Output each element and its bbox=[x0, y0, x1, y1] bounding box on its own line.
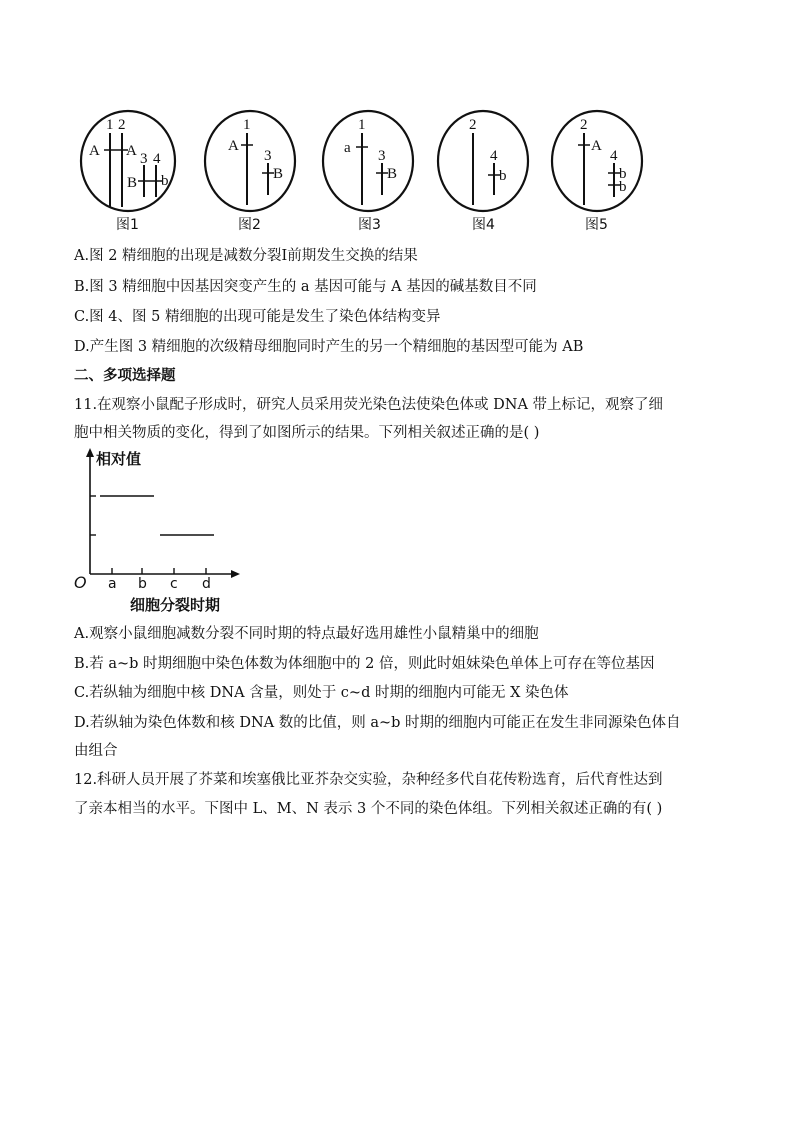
q12-stem-line-1: 12.科研人员开展了芥菜和埃塞俄比亚芥杂交实验，杂种经多代自花传粉选育，后代育性达到 bbox=[74, 772, 663, 788]
cell-1-label-b: b bbox=[161, 173, 169, 189]
cell-4-label-b: b bbox=[499, 168, 507, 184]
x-tick-label-b: b bbox=[138, 576, 147, 592]
cells-svg bbox=[70, 105, 670, 235]
cell-1-label-3: 3 bbox=[140, 151, 148, 167]
caption-fig-4: 图4 bbox=[472, 217, 495, 233]
cell-3 bbox=[323, 111, 413, 211]
cell-2 bbox=[205, 111, 295, 211]
cell-2-label-B: B bbox=[273, 166, 284, 182]
cell-5-membrane bbox=[552, 111, 642, 211]
cell-1-label-4: 4 bbox=[153, 151, 161, 167]
q12-stem-line-2: 了亲本相当的水平。下图中 L、M、N 表示 3 个不同的染色体组。下列相关叙述正确的有( ) bbox=[74, 801, 663, 817]
x-axis-arrow bbox=[231, 570, 240, 578]
q11-graph bbox=[70, 448, 270, 618]
x-tick-label-c: c bbox=[170, 576, 178, 592]
cell-1-label-1: 1 bbox=[106, 117, 114, 133]
caption-fig-1: 图1 bbox=[116, 217, 139, 233]
q11-option-b: B.若 a~b 时期细胞中染色体数为体细胞中的 2 倍，则此时姐妹染色单体上可存在等位基因 bbox=[74, 656, 655, 672]
cell-1-label-A-left: A bbox=[89, 143, 100, 159]
caption-fig-5: 图5 bbox=[585, 217, 608, 233]
origin-label: O bbox=[74, 573, 87, 592]
cell-1 bbox=[81, 111, 175, 211]
cell-2-label-3: 3 bbox=[264, 148, 272, 164]
cell-2-label-A: A bbox=[228, 138, 239, 154]
cell-5-label-A: A bbox=[591, 138, 602, 154]
cell-4 bbox=[438, 111, 528, 211]
q11-stem-line-1: 11.在观察小鼠配子形成时，研究人员采用荧光染色法使染色体或 DNA 带上标记，观察了细 bbox=[74, 397, 664, 413]
cell-3-label-1: 1 bbox=[358, 117, 366, 133]
cell-5-label-b1: b bbox=[619, 166, 627, 182]
x-tick-label-d: d bbox=[202, 576, 211, 592]
cell-3-label-3: 3 bbox=[378, 148, 386, 164]
y-axis-arrow bbox=[86, 448, 94, 457]
q10-option-d: D.产生图 3 精细胞的次级精母细胞同时产生的另一个精细胞的基因型可能为 AB bbox=[74, 339, 584, 355]
cell-4-label-2: 2 bbox=[469, 117, 477, 133]
x-tick-label-a: a bbox=[108, 576, 117, 592]
caption-fig-2: 图2 bbox=[238, 217, 261, 233]
cell-5-label-b2: b bbox=[619, 179, 627, 195]
cell-5-label-4: 4 bbox=[610, 148, 618, 164]
sperm-cells-figure bbox=[70, 105, 670, 235]
q11-option-a: A.观察小鼠细胞减数分裂不同时期的特点最好选用雄性小鼠精巢中的细胞 bbox=[74, 626, 539, 642]
cell-1-label-2: 2 bbox=[118, 117, 126, 133]
section-2-title: 二、多项选择题 bbox=[74, 368, 176, 384]
cell-1-label-A-right: A bbox=[126, 143, 137, 159]
q11-graph-svg bbox=[70, 448, 270, 618]
cell-1-label-B: B bbox=[127, 175, 138, 191]
q11-option-d-line-2: 由组合 bbox=[74, 743, 118, 759]
q10-option-a: A.图 2 精细胞的出现是减数分裂Ⅰ前期发生交换的结果 bbox=[74, 248, 418, 264]
cell-5 bbox=[552, 111, 642, 211]
cell-5-label-2: 2 bbox=[580, 117, 588, 133]
cell-3-label-a: a bbox=[344, 140, 351, 156]
cell-2-label-1: 1 bbox=[243, 117, 251, 133]
q10-option-b: B.图 3 精细胞中因基因突变产生的 a 基因可能与 A 基因的碱基数目不同 bbox=[74, 279, 537, 295]
cell-3-label-B: B bbox=[387, 166, 398, 182]
y-axis-label: 相对值 bbox=[96, 450, 142, 468]
q11-stem-line-2: 胞中相关物质的变化，得到了如图所示的结果。下列相关叙述正确的是( ) bbox=[74, 425, 540, 441]
cell-4-membrane bbox=[438, 111, 528, 211]
q11-option-d-line-1: D.若纵轴为染色体数和核 DNA 数的比值，则 a~b 时期的细胞内可能正在发生非同源染色体自 bbox=[74, 715, 681, 731]
q10-option-c: C.图 4、图 5 精细胞的出现可能是发生了染色体结构变异 bbox=[74, 309, 441, 325]
cell-4-label-4: 4 bbox=[490, 148, 498, 164]
q11-option-c: C.若纵轴为细胞中核 DNA 含量，则处于 c~d 时期的细胞内可能无 X 染色体 bbox=[74, 685, 569, 701]
caption-fig-3: 图3 bbox=[358, 217, 381, 233]
cell-1-membrane bbox=[81, 111, 175, 211]
cell-3-membrane bbox=[323, 111, 413, 211]
x-axis-label: 细胞分裂时期 bbox=[130, 596, 221, 614]
graph-series bbox=[100, 496, 214, 535]
